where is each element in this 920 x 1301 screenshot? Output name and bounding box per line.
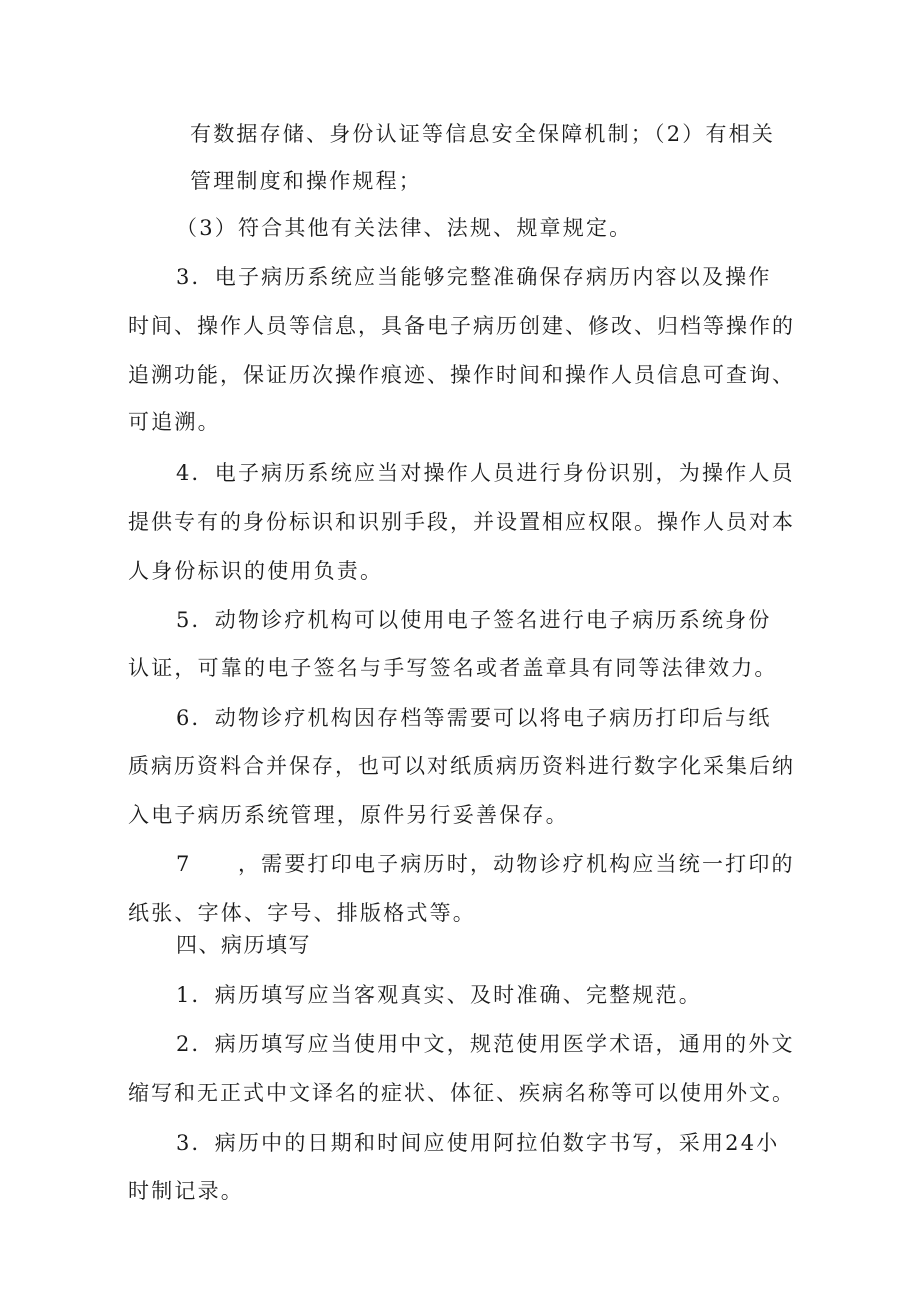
text-line-21: 缩写和无正式中文译名的症状、体征、疾病名称等可以使用外文。 <box>128 1081 795 1105</box>
text-line-11: 5．动物诊疗机构可以使用电子签名进行电子病历系统身份 <box>176 608 772 632</box>
text-line-9: 提供专有的身份标识和识别手段，并设置相应权限。操作人员对本 <box>128 510 795 534</box>
text-line-16: 7 ，需要打印电子病历时，动物诊疗机构应当统一打印的 <box>176 852 795 876</box>
section-heading: 四、病历填写 <box>176 933 311 957</box>
text-line-19: 1．病历填写应当客观真实、及时准确、完整规范。 <box>176 983 702 1007</box>
text-line-14: 质病历资料合并保存，也可以对纸质病历资料进行数字化采集后纳 <box>128 754 795 778</box>
text-line-23: 时制记录。 <box>128 1179 244 1203</box>
text-line-20: 2．病历填写应当使用中文，规范使用医学术语，通用的外文 <box>176 1032 795 1056</box>
text-line-22: 3．病历中的日期和时间应使用阿拉伯数字书写，采用24小 <box>176 1131 780 1155</box>
text-line-8: 4．电子病历系统应当对操作人员进行身份识别，为操作人员 <box>176 461 795 485</box>
text-line-1: 有数据存储、身份认证等信息安全保障机制；（2）有相关 <box>190 122 776 146</box>
text-line-6: 追溯功能，保证历次操作痕迹、操作时间和操作人员信息可查询、 <box>128 363 795 387</box>
text-line-5: 时间、操作人员等信息，具备电子病历创建、修改、归档等操作的 <box>128 314 795 338</box>
text-line-12: 认证，可靠的电子签名与手写签名或者盖章具有同等法律效力。 <box>128 656 778 680</box>
text-line-7: 可追溯。 <box>128 410 221 434</box>
text-line-2: 管理制度和操作规程； <box>190 169 422 193</box>
text-line-17: 纸张、字体、字号、排版格式等。 <box>128 901 476 925</box>
text-line-10: 人身份标识的使用负责。 <box>128 559 384 583</box>
text-line-3: （3）符合其他有关法律、法规、规章规定。 <box>176 216 633 240</box>
text-line-13: 6．动物诊疗机构因存档等需要可以将电子病历打印后与纸 <box>176 706 772 730</box>
text-line-4: 3．电子病历系统应当能够完整准确保存病历内容以及操作 <box>176 265 772 289</box>
text-line-15: 入电子病历系统管理，原件另行妥善保存。 <box>128 803 569 827</box>
